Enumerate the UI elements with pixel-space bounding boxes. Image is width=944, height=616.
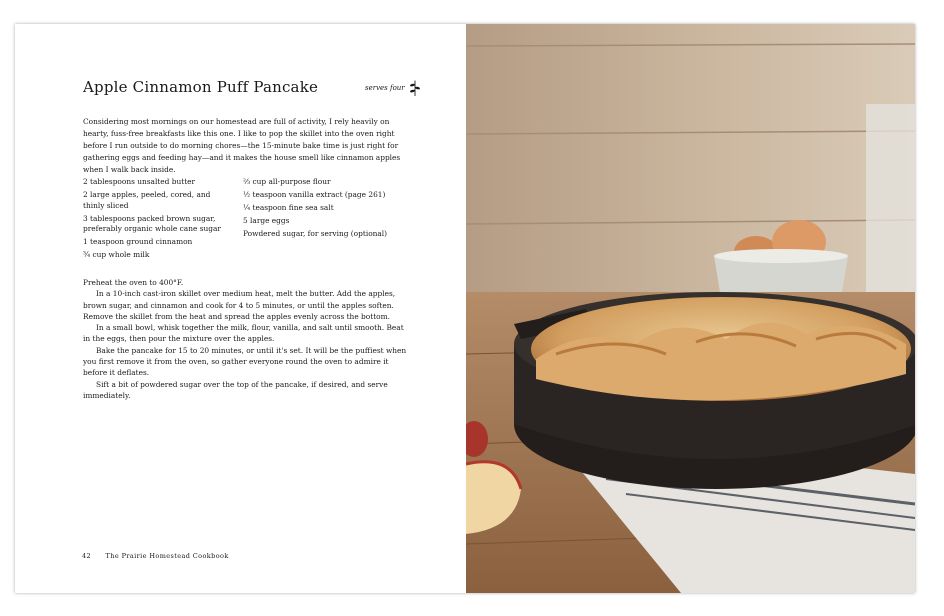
right-page	[466, 24, 915, 593]
method-step: In a 10-inch cast-iron skillet over medium heat, melt the butter. Add the apples, brown sugar, and cinnamon and cook for 4 to 5 minutes, or until the apples soften. Remove the skillet from the heat and spread the apples evenly across the bottom.	[83, 289, 396, 321]
page-number: 42	[82, 552, 92, 560]
ingredient-item: 3 tablespoons packed brown sugar, preferably organic whole cane sugar	[83, 213, 221, 233]
ingredient-item: ⅔ cup all-purpose flour	[243, 177, 331, 186]
book-spread	[15, 24, 915, 593]
ingredient-item: 5 large eggs	[243, 216, 290, 225]
ingredient-item: Powdered sugar, for serving (optional)	[243, 229, 388, 238]
ingredient-item: 1 teaspoon ground cinnamon	[83, 237, 193, 246]
page-footer	[82, 552, 229, 560]
ingredient-item: ¾ cup whole milk	[83, 250, 150, 259]
recipe-title: Apple Cinnamon Puff Pancake	[83, 78, 319, 96]
method-step: Sift a bit of powdered sugar over the top of the pancake, if desired, and serve immediately.	[83, 379, 388, 400]
ingredient-item: 2 large apples, peeled, cored, and thinly sliced	[83, 190, 211, 210]
method-step: Preheat the oven to 400°F.	[83, 278, 184, 287]
method-step: In a small bowl, whisk together the milk, flour, vanilla, and salt until smooth. Beat in the eggs, then pour the mixture over the apples.	[83, 323, 404, 344]
left-page	[15, 24, 466, 593]
ingredients-left	[83, 177, 233, 263]
ingredient-item: ¼ teaspoon fine sea salt	[243, 203, 334, 212]
ingredients-right	[243, 177, 413, 242]
intro-paragraph: Considering most mornings on our homestead are full of activity, I rely heavily on hearty, fuss-free breakfasts like this one. I like to pop the skillet into the oven right before I run outside to do morning chores—the 15-minute bake time is just right for gathering eggs and feeding hay—and it makes the house smell like cinnamon apples when I walk back inside.	[83, 117, 401, 174]
serves-label: serves four	[365, 84, 405, 92]
book-title: The Prairie Homestead Cookbook	[105, 552, 229, 560]
sprig-icon	[408, 79, 422, 97]
ingredient-item: ½ teaspoon vanilla extract (page 261)	[243, 190, 386, 199]
pancake-photo	[466, 24, 915, 593]
method-step: Bake the pancake for 15 to 20 minutes, or until it's set. It will be the puffiest when you first remove it from the oven, so gather everyone round the oven to admire it before it deflates.	[83, 345, 407, 378]
ingredient-item: 2 tablespoons unsalted butter	[83, 177, 196, 186]
method-section	[83, 277, 413, 401]
